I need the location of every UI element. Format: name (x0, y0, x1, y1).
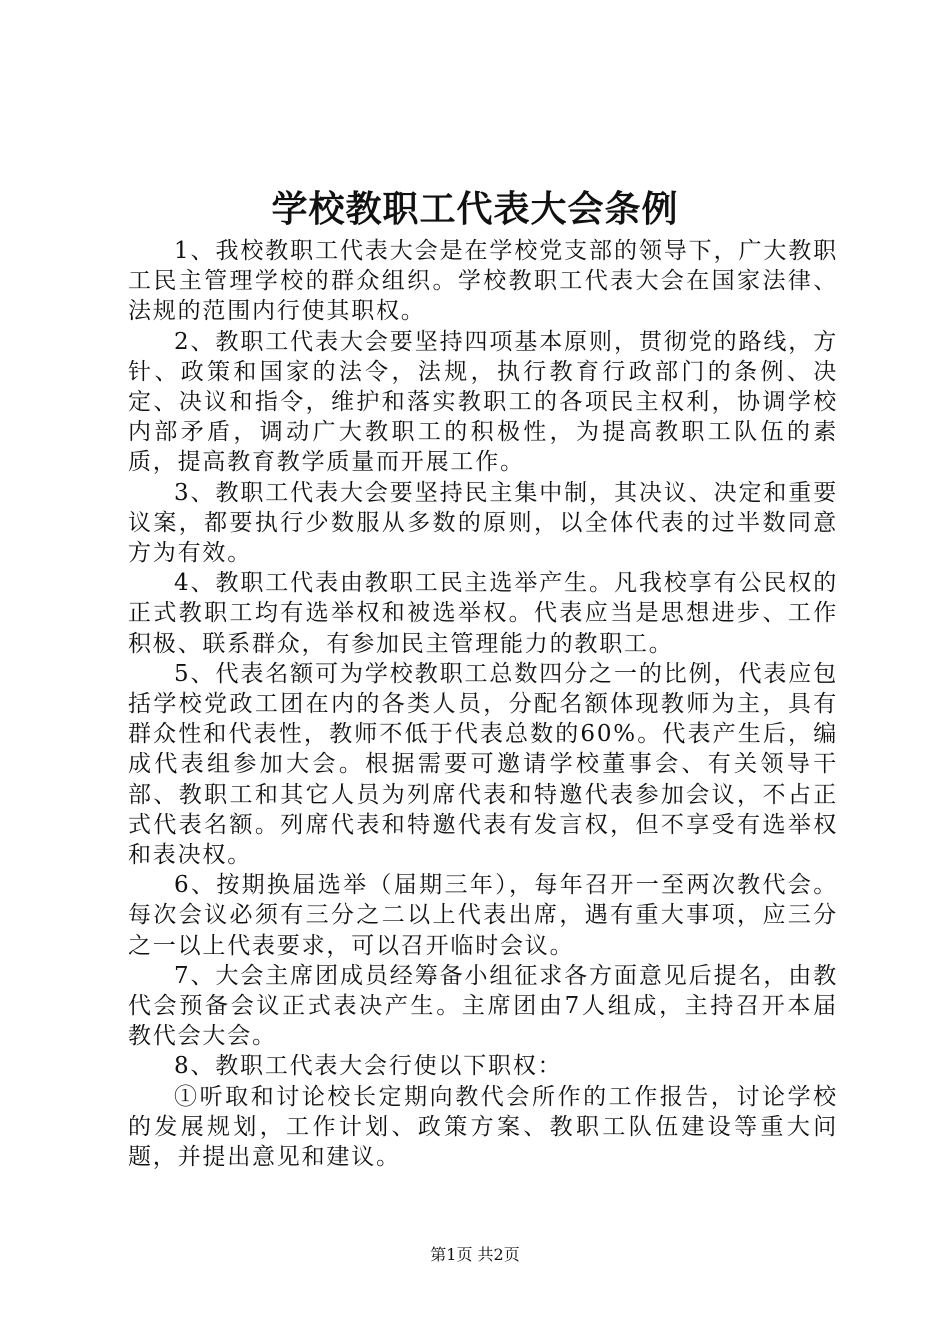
paragraph-8: 8、教职工代表大会行使以下职权： (174, 1053, 563, 1080)
paragraph-2: 2、教职工代表大会要坚持四项基本原则，贯彻党的路线，方针、政策和国家的法令，法规，执行教育行政部门的条例、决定、决议和指令，维护和落实教职工的各项民主权利，协调学校内部矛盾，调动广大教职工的积极性，为提高教职工队伍的素质，提高教育教学质量而开展工作。 (128, 328, 838, 476)
document-body (128, 236, 838, 1172)
paragraph-9: ①听取和讨论校长定期向教代会所作的工作报告，讨论学校的发展规划，工作计划、政策方案、教职工队伍建设等重大问题，并提出意见和建议。 (128, 1083, 838, 1171)
paragraph-7: 7、大会主席团成员经筹备小组征求各方面意见后提名，由教代会预备会议正式表决产生。主席团由7人组成，主持召开本届教代会大会。 (128, 962, 838, 1050)
paragraph-1: 1、我校教职工代表大会是在学校党支部的领导下，广大教职工民主管理学校的群众组织。学校教职工代表大会在国家法律、法规的范围内行使其职权。 (128, 238, 838, 325)
paragraph-5: 5、代表名额可为学校教职工总数四分之一的比例，代表应包括学校党政工团在内的各类人员，分配名额体现教师为主，具有群众性和代表性，教师不低于代表总数的60%。代表产生后，编成代表组参加大会。根据需要可邀请学校董事会、有关领导干部、教职工和其它人员为列席代表和特邀代表参加会议，不占正式代表名额。列席代表和特邀代表有发言权，但不享受有选举权和表决权。 (128, 660, 838, 869)
page-footer: 第1页 共2页 (430, 1245, 520, 1264)
document-title: 学校教职工代表大会条例 (271, 188, 679, 230)
paragraph-3: 3、教职工代表大会要坚持民主集中制，其决议、决定和重要议案，都要执行少数服从多数的原则，以全体代表的过半数同意方为有效。 (128, 479, 838, 567)
paragraph-6: 6、按期换届选举（届期三年），每年召开一至两次教代会。每次会议必须有三分之二以上代表出席，遇有重大事项，应三分之一以上代表要求，可以召开临时会议。 (128, 872, 838, 959)
paragraph-4: 4、教职工代表由教职工民主选举产生。凡我校享有公民权的正式教职工均有选举权和被选举权。代表应当是思想进步、工作积极、联系群众，有参加民主管理能力的教职工。 (128, 570, 838, 657)
